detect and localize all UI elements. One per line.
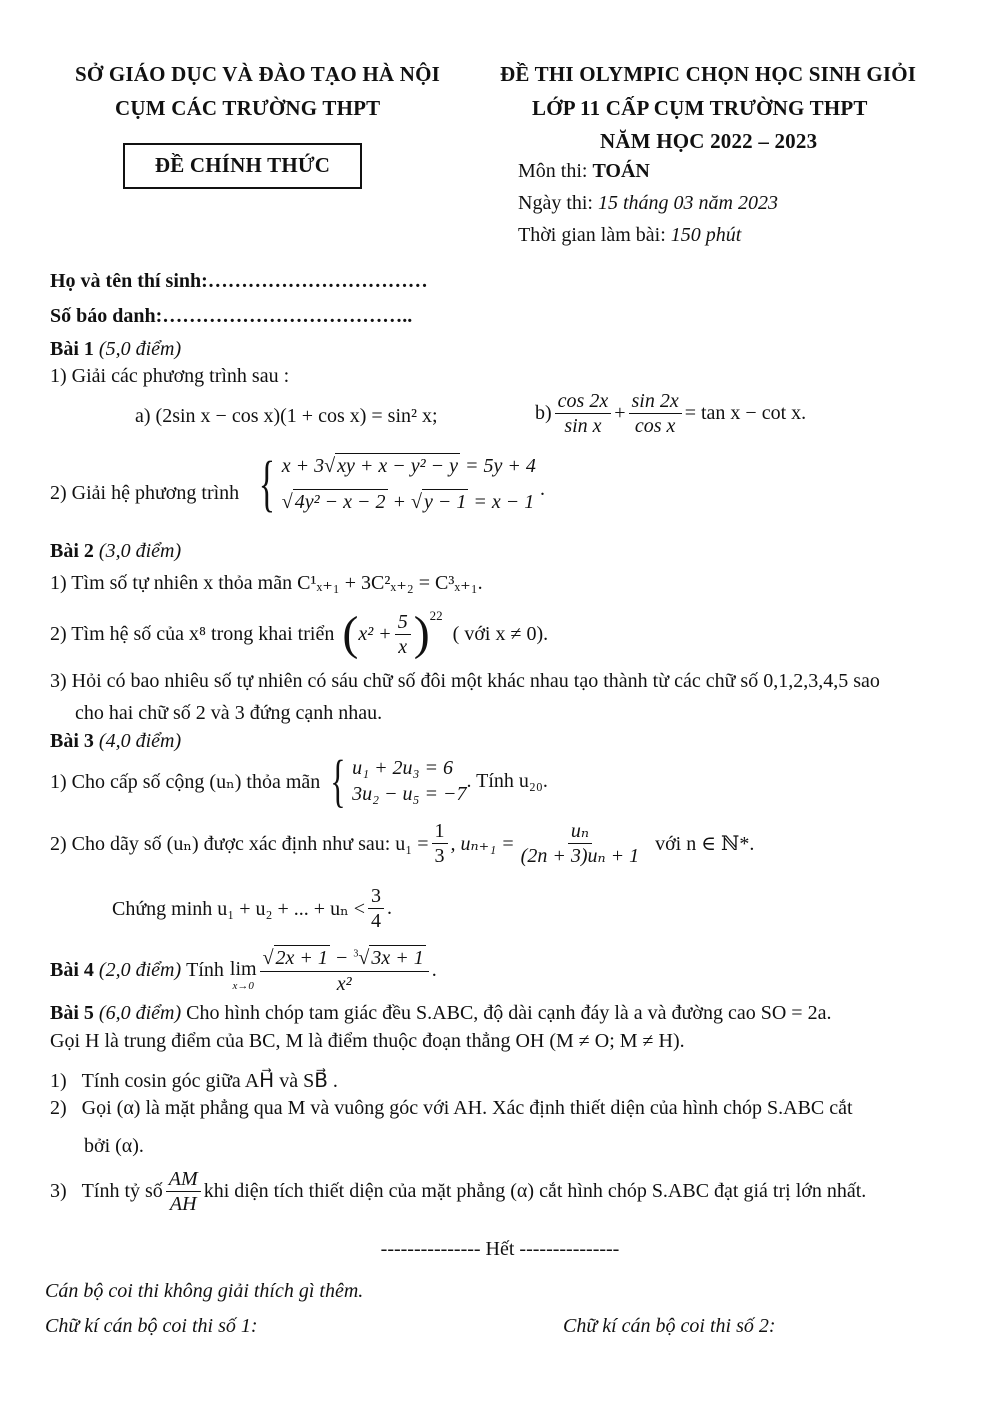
official-exam-label: ĐỀ CHÍNH THỨC [154, 153, 331, 177]
bai3-q1-eq1: u₁ + 2u₃ = 6 [352, 757, 454, 779]
bai1-q2-system [252, 452, 536, 516]
proctor-signature-1: Chữ kí cán bộ coi thi số 1: [45, 1315, 258, 1337]
bai3-q2-prove-text: Chứng minh u₁ + u₂ + ... + uₙ < [112, 898, 366, 920]
bai4-end: . [431, 958, 437, 981]
bai1-heading [50, 338, 181, 361]
bai1-q1a: a) (2sin x − cos x)(1 + cos x) = sin² x; [135, 405, 438, 427]
subject-value: TOÁN [592, 160, 650, 182]
bai2-q2-text: 2) Tìm hệ số của x⁸ trong khai triển [50, 622, 335, 645]
bai3-q2-frac2-num: uₙ [568, 820, 592, 844]
bai4 [50, 945, 437, 995]
bai2-q2-base: x² + [358, 622, 392, 645]
bai1-q2-dot: . [540, 478, 545, 500]
bai5-points: (6,0 điểm) [98, 1002, 182, 1024]
bai4-text: Tính [186, 958, 224, 981]
bai1-q1: 1) Giải các phương trình sau : [50, 365, 290, 387]
bai2-q1: 1) Tìm số tự nhiên x thỏa mãn C¹ₓ₊₁ + 3C²ₓ₊₂ = C³ₓ₊₁. [50, 572, 483, 594]
bai5-q2-line1: 2) Gọi (α) là mặt phẳng qua M và vuông góc với AH. Xác định thiết diện của hình chóp S.ABC cắt [50, 1097, 853, 1119]
bai3-title: Bài 3 [50, 730, 94, 752]
duration-value: 150 phút [670, 224, 742, 246]
bai3-q2-prove-end: . [387, 897, 393, 919]
bai5-q2-line2: bởi (α). [84, 1135, 144, 1157]
bai4-title: Bài 4 [50, 958, 94, 981]
bai2-q3-line1: 3) Hỏi có bao nhiêu số tự nhiên có sáu chữ số đôi một khác nhau tạo thành từ các chữ số 0,1,2,3,4,5 sao [50, 670, 880, 692]
bai3-q2-prove [112, 885, 392, 932]
bai5-q1-text: Tính cosin góc giữa AH⃗ và SB⃗ . [81, 1070, 338, 1092]
bai2-q2-condition: ( với x ≠ 0). [452, 622, 549, 645]
bai4-limit: lim x→0 [229, 958, 257, 992]
bai1-q1b-rhs: = tan x − cot x. [684, 402, 807, 424]
bai2-q2-exponent: 22 [429, 608, 443, 623]
bai3-q1: 1) Cho cấp số cộng (uₙ) thỏa mãn { u₁ + 2u₃ = 6 3u₂ − u₅ = −7 . Tính u₂₀. [50, 748, 548, 813]
bai1-q2-eq2: √ 4y² − x − 2 + √ y − 1 = x − 1 [281, 491, 535, 513]
bai5-title: Bài 5 [50, 1002, 94, 1024]
bai2-title: Bài 2 [50, 540, 94, 562]
bai1-q2: 2) Giải hệ phương trình [50, 482, 240, 504]
department-name: SỞ GIÁO DỤC VÀ ĐÀO TẠO HÀ NỘI [75, 62, 440, 86]
bai2-heading [50, 540, 181, 563]
bai3-q2-prove-num: 3 [368, 885, 384, 909]
subject-line [518, 160, 650, 183]
system-brace: { [258, 450, 276, 518]
bai1-q1b-frac1-num: cos 2x [555, 390, 612, 414]
bai5-intro: Cho hình chóp tam giác đều S.ABC, độ dài cạnh đáy là a và đường cao SO = 2a. [186, 1002, 832, 1024]
bai3-points: (4,0 điểm) [98, 730, 182, 752]
subject-label: Môn thi: [518, 160, 593, 182]
bai5-q3: 3) Tính tỷ số $\frac{AM}{AH}$ khi diện tích thiết diện của mặt phẳng (α) cắt hình chóp S.ABC đạt giá trị lớn nhất. [50, 1168, 867, 1215]
date-label: Ngày thi: [518, 192, 598, 214]
exam-title: ĐỀ THI OLYMPIC CHỌN HỌC SINH GIỎI [500, 62, 917, 86]
bai5-q2-text: Gọi (α) là mặt phẳng qua M và vuông góc với AH. Xác định thiết diện của hình chóp S.ABC cắt [81, 1097, 853, 1119]
bai2-q2-frac-den: x [398, 635, 408, 658]
bai5-q3-frac-den: AH [169, 1193, 197, 1215]
candidate-name-field: Họ và tên thí sinh:…………………………… [50, 270, 428, 292]
bai5-line1 [50, 1002, 831, 1025]
bai4-denominator: x² [336, 973, 352, 995]
bai5-q3-frac-num: AM [166, 1168, 201, 1192]
bai5-q1: 1) Tính cosin góc giữa AH⃗ và SB⃗ . [50, 1070, 338, 1092]
bai1-points: (5,0 điểm) [98, 338, 182, 360]
bai3-q2-frac1-num: 1 [432, 820, 448, 844]
bai2-q3-line2: cho hai chữ số 2 và 3 đứng cạnh nhau. [75, 702, 383, 724]
candidate-id-field: Số báo danh:……………………………….. [50, 305, 413, 327]
bai4-numerator: √ 2x + 1 − $^3$√ 3x + 1 [260, 945, 429, 972]
bai3-q2-frac2-den: (2n + 3)uₙ + 1 [520, 845, 640, 867]
bai1-q1b-frac2-num: sin 2x [629, 390, 682, 414]
bai1-q2-eq1: x + 3√ xy + x − y² − y = 5y + 4 [281, 455, 536, 477]
cluster-name: CỤM CÁC TRƯỜNG THPT [115, 96, 381, 120]
bai3-q1-eq2: 3u₂ − u₅ = −7 [352, 783, 467, 805]
bai3-heading [50, 730, 181, 753]
exam-grade: LỚP 11 CẤP CỤM TRƯỜNG THPT [532, 96, 868, 120]
bai2-points: (3,0 điểm) [98, 540, 182, 562]
bai1-title: Bài 1 [50, 338, 94, 360]
bai4-points: (2,0 điểm) [98, 958, 182, 981]
bai3-q2-mid: , uₙ₊₁ = [450, 833, 515, 855]
bai3-q2 [50, 820, 754, 867]
proctor-note: Cán bộ coi thi không giải thích gì thêm. [45, 1280, 364, 1302]
bai3-q2-frac1-den: 3 [434, 845, 445, 867]
duration-line [518, 224, 741, 247]
school-year: NĂM HỌC 2022 – 2023 [600, 129, 818, 153]
date-line [518, 192, 778, 215]
bai1-q1b-label: b) [535, 402, 552, 424]
end-marker: --------------- Hết --------------- [380, 1238, 620, 1260]
bai3-q2-text: 2) Cho dãy số (uₙ) được xác định như sau: u₁ = [50, 833, 429, 855]
bai1-q1b-frac1-den: sin x [564, 415, 602, 437]
bai3-q2-prove-den: 4 [371, 910, 382, 932]
bai3-q1-ask: . Tính u₂₀. [466, 769, 548, 792]
bai5-q3-rest: khi diện tích thiết diện của mặt phẳng (α) cắt hình chóp S.ABC đạt giá trị lớn nhất. [203, 1180, 867, 1202]
official-exam-box [123, 143, 362, 189]
bai5-q3-text: Tính tỷ số [81, 1180, 163, 1202]
bai3-q2-domain: với n ∈ ℕ*. [655, 833, 755, 855]
date-value: 15 tháng 03 năm 2023 [598, 192, 778, 214]
bai5-line2: Gọi H là trung điểm của BC, M là điểm thuộc đoạn thẳng OH (M ≠ O; M ≠ H). [50, 1030, 685, 1052]
proctor-signature-2: Chữ kí cán bộ coi thi số 2: [563, 1315, 776, 1337]
bai2-q2: 2) Tìm hệ số của x⁸ trong khai triển ( x² + $\frac{5}{x}$ ) 22 ( với x ≠ 0). [50, 607, 549, 660]
bai3-q1-text: 1) Cho cấp số cộng (uₙ) thỏa mãn [50, 770, 321, 793]
bai2-q2-frac-num: 5 [395, 611, 411, 635]
bai1-q1b-frac2-den: cos x [634, 415, 676, 437]
bai1-q1b: b) $\frac{\cos 2x}{\text{sin x}}$ + $\frac{\sin 2x}{\text{cos x}}$ = tan x − cot x. [535, 390, 807, 437]
duration-label: Thời gian làm bài: [518, 224, 671, 246]
